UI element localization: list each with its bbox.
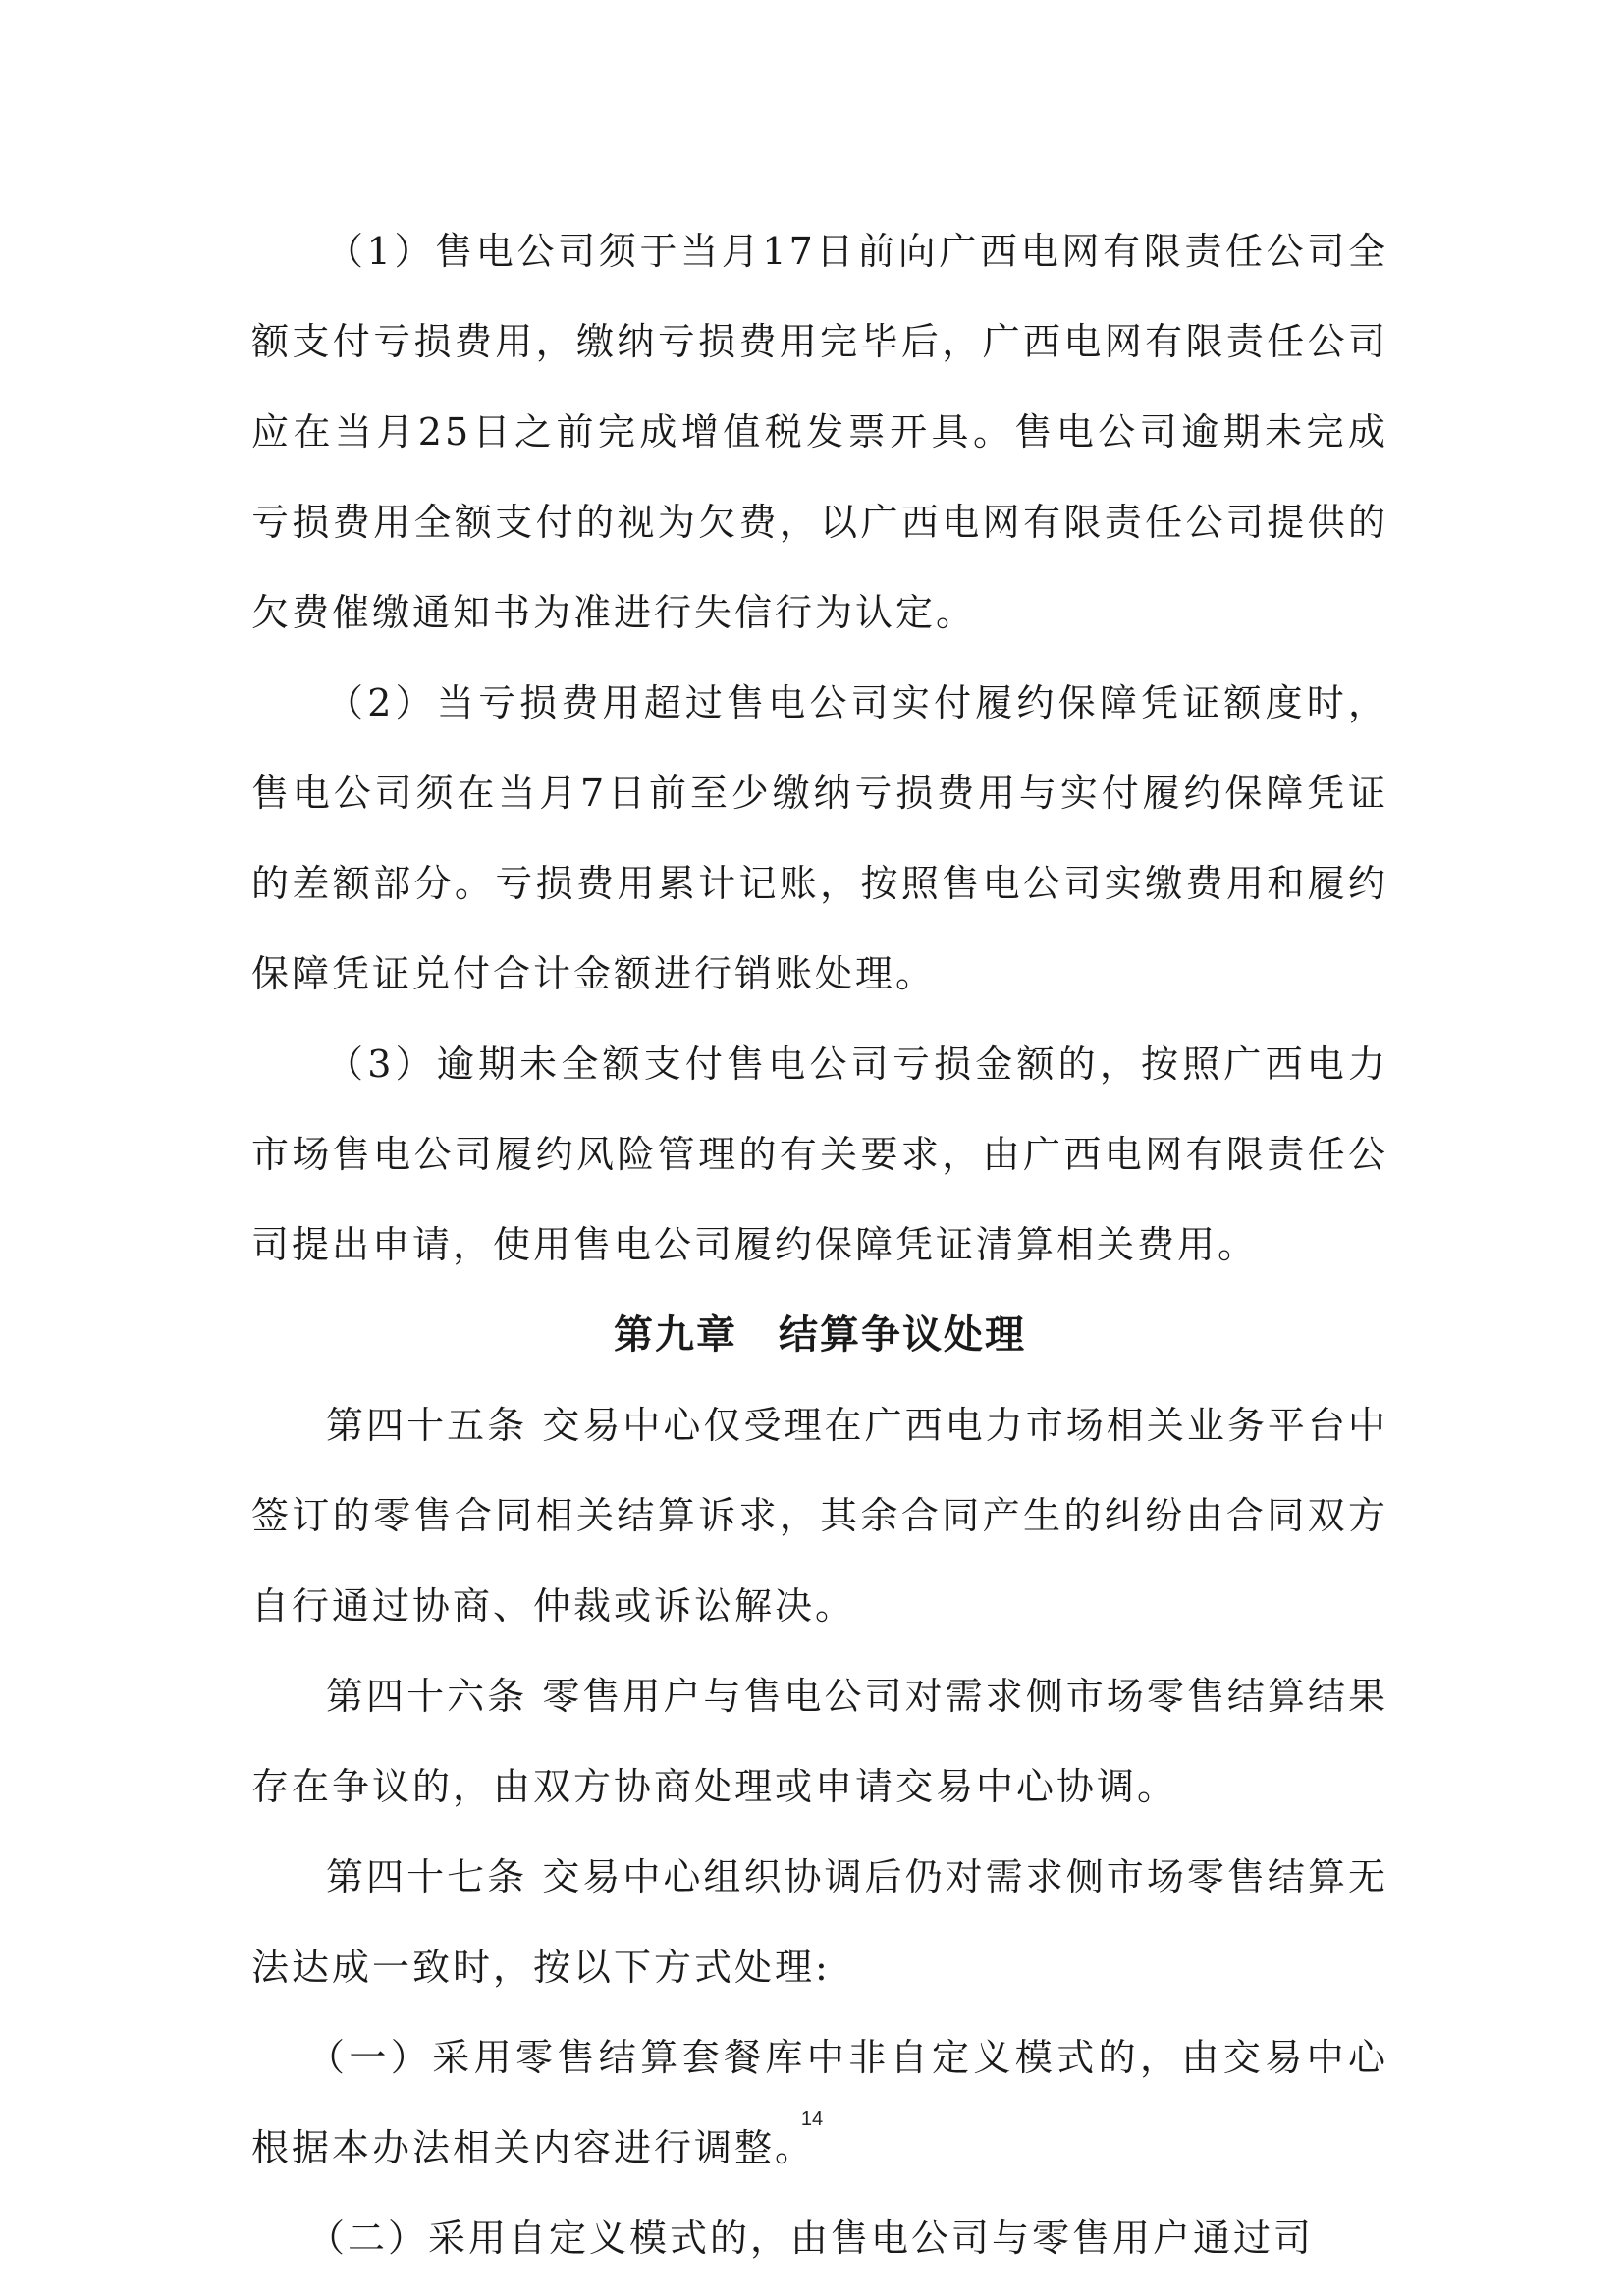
page-number: 14 (800, 2109, 824, 2130)
clause-paragraph-1: （1）售电公司须于当月17日前向广西电网有限责任公司全额支付亏损费用，缴纳亏损费用完毕后，广西电网有限责任公司应在当月25日之前完成增值税发票开具。售电公司逾期未完成亏损费用全额支付的视为欠费，以广西电网有限责任公司提供的欠费催缴通知书为准进行失信行为认定。 (251, 230, 1388, 634)
clause-paragraph-3: （3）逾期未全额支付售电公司亏损金额的，按照广西电力市场售电公司履约风险管理的有关要求，由广西电网有限责任公司提出申请，使用售电公司履约保障凭证清算相关费用。 (251, 1042, 1388, 1266)
clause-paragraph-2: （2）当亏损费用超过售电公司实付履约保障凭证额度时，售电公司须在当月7日前至少缴纳亏损费用与实付履约保障凭证的差额部分。亏损费用累计记账，按照售电公司实缴费用和履约保障凭证兑付合计金额进行销账处理。 (251, 681, 1388, 995)
article-45: 第四十五条 交易中心仅受理在广西电力市场相关业务平台中签订的零售合同相关结算诉求，其余合同产生的纠纷由合同双方自行通过协商、仲裁或诉讼解决。 (251, 1404, 1388, 1628)
article-47: 第四十七条 交易中心组织协调后仍对需求侧市场零售结算无法达成一致时，按以下方式处理: (251, 1855, 1388, 1989)
article-47-item-1: （一）采用零售结算套餐库中非自定义模式的，由交易中心根据本办法相关内容进行调整。 (251, 2036, 1388, 2169)
article-47-item-2: （二）采用自定义模式的，由售电公司与零售用户通过司 (307, 2216, 1315, 2260)
chapter-title: 第九章 结算争议处理 (614, 1312, 1026, 1358)
document-body (251, 206, 1388, 2283)
article-46: 第四十六条 零售用户与售电公司对需求侧市场零售结算结果存在争议的，由双方协商处理或申请交易中心协调。 (251, 1675, 1388, 1808)
